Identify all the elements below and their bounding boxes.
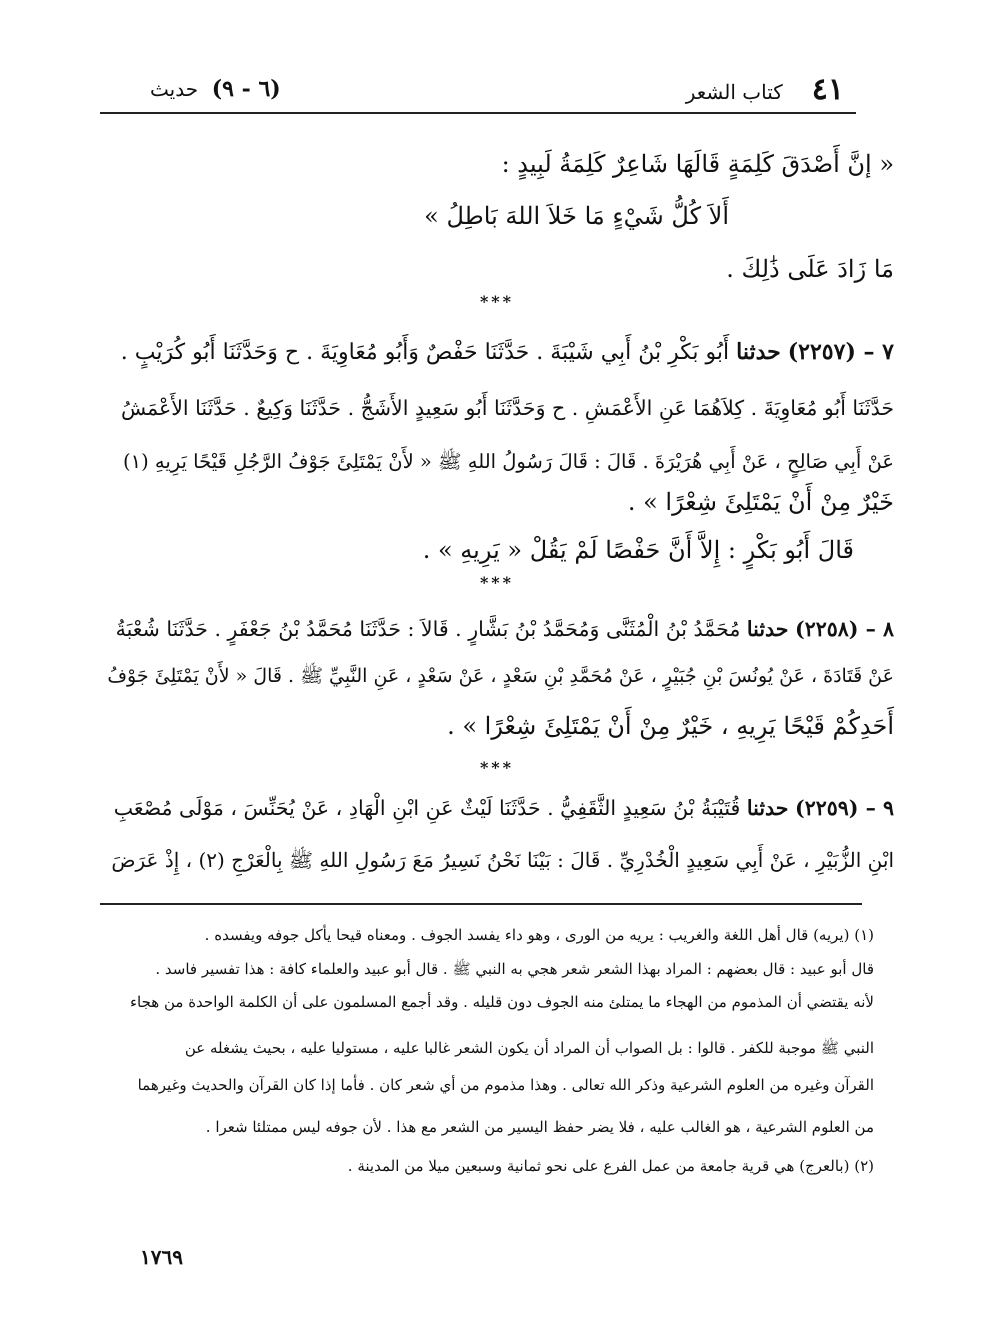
section-separator: ***: [479, 758, 515, 777]
footnote-line: (٢) (بالعرج) هي قرية جامعة من عمل الفرع على نحو ثمانية وسبعين ميلا من المدينة .: [347, 1157, 874, 1175]
footnote-line: قال أبو عبيد : قال بعضهم : المراد بهذا الشعر شعر هجي به النبي ﷺ . قال أبو عبيد والعلماء كافة : هذا تفسير فاسد .: [155, 960, 874, 978]
header-hadith-range: [150, 76, 281, 102]
hadith-8-line-1: [116, 613, 894, 645]
text-line: « إنَّ أَصْدَقَ كَلِمَةٍ قَالَهَا شَاعِرٌ كَلِمَةُ لَبِيدٍ :: [501, 150, 894, 178]
header-page-title: [686, 72, 844, 107]
hadith-7-text: أَبُو بَكْرِ بْنُ أَبِي شَيْبَةَ . حَدَّثَنَا حَفْصٌ وَأَبُو مُعَاوِيَةَ . ح وَحَدَّثَنَا أَبُو كُرَيْبٍ .: [120, 340, 730, 365]
footnote-line: (١) (يريه) قال أهل اللغة والغريب : يريه من الورى ، وهو داء يفسد الجوف . ومعناه قيحا يأكل جوفه ويفسده .: [204, 926, 874, 944]
footnote-line: القرآن وغيره من العلوم الشرعية وذكر الله تعالى . وهذا مذموم من أي شعر كان . فأما إذا كان القرآن والحديث وغيرهما: [137, 1076, 874, 1094]
text-line: مَا زَادَ عَلَى ذَٰلِكَ .: [726, 255, 894, 283]
running-header: [150, 70, 844, 110]
hadith-9-marker: حدثنا: [746, 796, 789, 820]
header-rule: [100, 112, 856, 114]
hadith-8-line-2: عَنْ قَتَادَةَ ، عَنْ يُونُسَ بْنِ جُبَيْرٍ ، عَنْ مُحَمَّدِ بْنِ سَعْدٍ ، عَنْ سَعْدٍ ، عَنِ النَّبِيِّ ﷺ . قَالَ « لأَنْ يَمْتَلِئَ جَوْفُ: [107, 665, 894, 687]
header-hadith-numbers: (٦ - ٩): [211, 76, 281, 102]
verse-line: أَلاَ كُلُّ شَيْءٍ مَا خَلاَ اللهَ بَاطِلُ »: [424, 202, 729, 230]
footnote-rule: [100, 903, 862, 905]
hadith-9-line-1: [114, 792, 894, 824]
footnote-line: لأنه يقتضي أن المذموم من الهجاء ما يمتلئ منه الجوف دون قليله . وقد أجمع المسلمون على أن الكلمة الواحدة من هجاء: [129, 993, 874, 1011]
hadith-7-number: ٧ – (٢٢٥٧): [787, 339, 894, 365]
section-separator: ***: [479, 292, 515, 311]
header-page-number: ٤١: [811, 72, 844, 107]
hadith-8-marker: حدثنا: [746, 617, 789, 641]
hadith-9-text: قُتَيْبَةُ بْنُ سَعِيدٍ الثَّقَفِيُّ . حَدَّثَنَا لَيْثٌ عَنِ ابْنِ الْهَادِ ، عَنْ يُحَنِّسَ ، مَوْلَى مُصْعَبِ: [113, 796, 741, 820]
hadith-8-number: ٨ – (٢٢٥٨): [795, 617, 894, 641]
footnote-line: من العلوم الشرعية ، هو الغالب عليه ، فلا يضر حفظ اليسير من الشعر مع هذا . لأن جوفه ليس ممتلئا شعرا .: [205, 1118, 874, 1136]
hadith-7-line-1: [121, 336, 894, 369]
hadith-7-line-2: حَدَّثَنَا أَبُو مُعَاوِيَةَ . كِلاَهُمَا عَنِ الأَعْمَشِ . ح وَحَدَّثَنَا أَبُو سَعِيدٍ الأَشَجُّ . حَدَّثَنَا وَكِيعٌ . حَدَّثَنَا الأَعْمَشُ: [121, 396, 894, 420]
hadith-7-line-4: خَيْرٌ مِنْ أَنْ يَمْتَلِئَ شِعْرًا » .: [627, 488, 894, 516]
folio-number: ١٧٦٩: [140, 1245, 183, 1269]
hadith-8-text: مُحَمَّدُ بْنُ الْمُثَنَّى وَمُحَمَّدُ بْنُ بَشَّارٍ . قَالاَ : حَدَّثَنَا مُحَمَّدُ بْنُ جَعْفَرٍ . حَدَّثَنَا شُعْبَةُ: [115, 617, 741, 641]
hadith-7-line-5: قَالَ أَبُو بَكْرٍ : إِلاَّ أَنَّ حَفْصًا لَمْ يَقُلْ « يَرِيهِ » .: [422, 536, 854, 564]
hadith-7-line-3: عَنْ أَبِي صَالِحٍ ، عَنْ أَبِي هُرَيْرَةَ . قَالَ : قَالَ رَسُولُ اللهِ ﷺ « لأَنْ يَمْتَلِئَ جَوْفُ الرَّجُلِ قَيْحًا يَرِيهِ (١): [123, 450, 894, 473]
footnote-line: النبي ﷺ موجبة للكفر . قالوا : بل الصواب أن المراد أن يكون الشعر غالبا عليه ، مستوليا عليه ، بحيث يشغله عن: [184, 1039, 874, 1057]
hadith-9-number: ٩ – (٢٢٥٩): [795, 796, 894, 820]
hadith-9-line-2: ابْنِ الزُّبَيْرِ ، عَنْ أَبِي سَعِيدٍ الْخُدْرِيِّ . قَالَ : بَيْنَا نَحْنُ نَسِيرُ مَعَ رَسُولِ اللهِ ﷺ بِالْعَرْجِ (٢) ، إِذْ عَرَضَ: [111, 848, 894, 872]
hadith-8-line-3: أَحَدِكُمْ قَيْحًا يَرِيهِ ، خَيْرٌ مِنْ أَنْ يَمْتَلِئَ شِعْرًا » .: [447, 712, 894, 740]
section-separator: ***: [479, 573, 515, 592]
hadith-7-marker: حدثنا: [736, 339, 781, 365]
header-book-title: كتاب الشعر: [685, 80, 783, 104]
header-hadith-label: حديث: [150, 77, 199, 101]
